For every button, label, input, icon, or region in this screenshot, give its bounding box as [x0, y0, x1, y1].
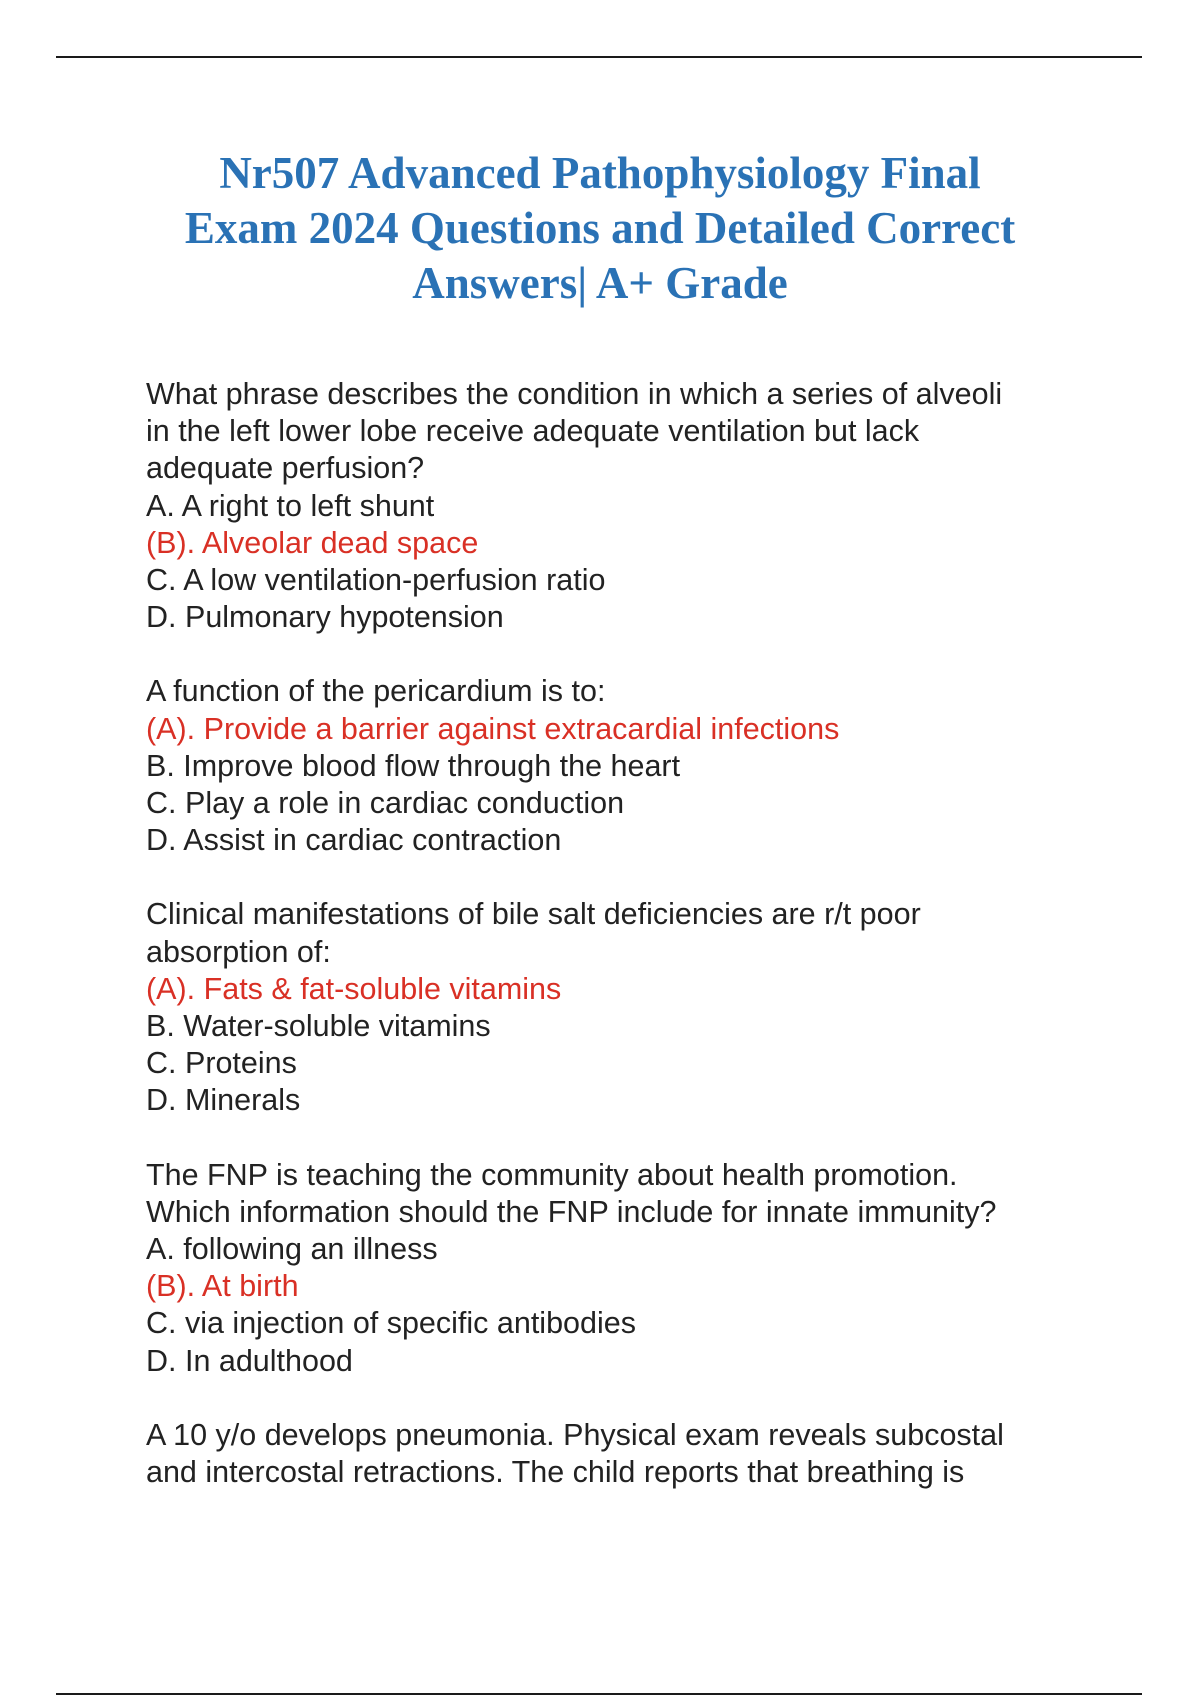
question-list [146, 376, 1086, 1528]
bottom-divider [56, 1693, 1142, 1695]
title-line-3: Answers| A+ Grade [412, 258, 788, 308]
answer-option: A. following an illness [146, 1232, 438, 1267]
answer-option: D. Minerals [146, 1083, 301, 1118]
correct-answer-option: (B). At birth [146, 1269, 299, 1304]
answer-option: B. Water-soluble vitamins [146, 1009, 491, 1044]
answer-option: C. Proteins [146, 1046, 297, 1081]
question-stem-line: absorption of: [146, 934, 331, 969]
answer-option: C. Play a role in cardiac conduction [146, 786, 625, 821]
question-block [146, 1417, 1086, 1491]
question-stem-line: A 10 y/o develops pneumonia. Physical exam reveals subcostal [146, 1417, 1004, 1452]
correct-answer-option: (A). Fats & fat-soluble vitamins [146, 971, 562, 1006]
top-divider [56, 56, 1142, 58]
title-line-1: Nr507 Advanced Pathophysiology Final [219, 148, 981, 198]
question-stem-line: The FNP is teaching the community about health promotion. [146, 1157, 958, 1192]
answer-option: D. In adulthood [146, 1343, 353, 1378]
answer-option: A. A right to left shunt [146, 488, 435, 523]
question-stem-line: and intercostal retractions. The child reports that breathing is [146, 1455, 965, 1490]
question-stem-line: adequate perfusion? [146, 451, 425, 486]
question-block [146, 896, 1086, 1119]
answer-option: C. A low ventilation-perfusion ratio [146, 563, 606, 598]
question-stem-line: A function of the pericardium is to: [146, 674, 606, 709]
question-stem-line: in the left lower lobe receive adequate ventilation but lack [146, 414, 920, 449]
correct-answer-option: (A). Provide a barrier against extracardial infections [146, 711, 840, 746]
question-stem-line: Which information should the FNP include for innate immunity? [146, 1194, 997, 1229]
question-block [146, 376, 1086, 636]
answer-option: D. Pulmonary hypotension [146, 600, 504, 635]
question-block [146, 1157, 1086, 1380]
question-stem-line: Clinical manifestations of bile salt deficiencies are r/t poor [146, 897, 921, 932]
answer-option: C. via injection of specific antibodies [146, 1306, 636, 1341]
title-line-2: Exam 2024 Questions and Detailed Correct [184, 203, 1016, 253]
document-title [100, 146, 1100, 311]
answer-option: B. Improve blood flow through the heart [146, 748, 681, 783]
correct-answer-option: (B). Alveolar dead space [146, 525, 479, 560]
question-block [146, 673, 1086, 859]
question-stem-line: What phrase describes the condition in which a series of alveoli [146, 377, 1003, 411]
answer-option: D. Assist in cardiac contraction [146, 823, 562, 858]
